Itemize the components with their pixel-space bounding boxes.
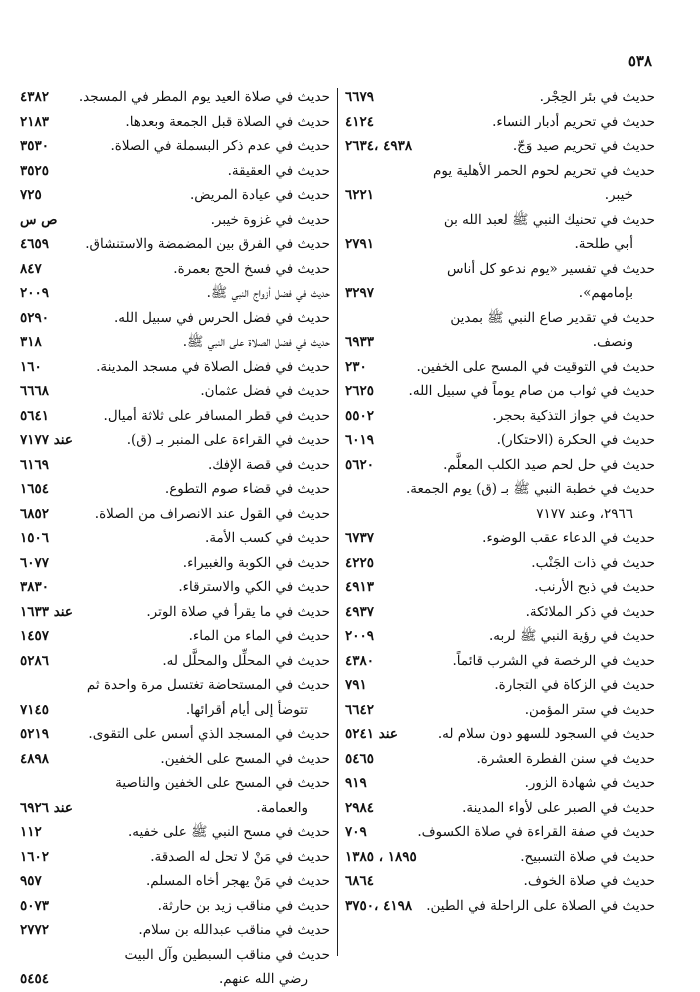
entry-continuation: بإمامهم». xyxy=(578,285,633,301)
index-entry xyxy=(345,257,655,306)
entry-number: ٥٢١٩ xyxy=(20,726,50,742)
entry-number: ٤٩١٣ xyxy=(345,579,375,595)
index-entry xyxy=(345,355,655,380)
index-entry xyxy=(345,698,655,723)
entry-number: ٣٢٩٧ xyxy=(345,285,375,301)
entry-number: ١٥٠٦ xyxy=(20,530,50,546)
index-entry xyxy=(20,306,330,331)
entry-title: حديث في السجود للسهو دون سلام له. xyxy=(437,726,655,742)
entry-title: حديث في المحلِّل والمحلَّل له. xyxy=(162,652,330,669)
index-entry xyxy=(20,918,330,943)
entry-title: حديث في تحريم أدبار النساء. xyxy=(492,113,655,130)
index-entry xyxy=(20,379,330,404)
entry-number: ٤٦٥٩ xyxy=(20,236,50,252)
index-entry xyxy=(345,453,655,478)
entry-number: ٤١٢٤ xyxy=(345,113,375,130)
entry-number: ٦٠٧٧ xyxy=(20,554,50,571)
entry-title: حديث في الدعاء عقب الوضوء. xyxy=(482,530,655,546)
index-entry xyxy=(345,820,655,845)
entry-title: حديث في الكي والاسترقاء. xyxy=(178,579,330,595)
entry-number: ٥٢٨٦ xyxy=(20,652,50,669)
index-entry xyxy=(20,453,330,478)
index-entry xyxy=(345,526,655,551)
entry-number: ٢٧٩١ xyxy=(345,236,375,252)
entry-continuation: والعمامة. xyxy=(256,799,308,816)
entry-number: ٦٠١٩ xyxy=(345,432,375,448)
entry-number: ٧١٤٥ xyxy=(20,701,50,718)
entry-number: ٧٠٩ xyxy=(345,824,367,840)
entry-number: ٥٠٧٣ xyxy=(20,897,50,914)
index-entry xyxy=(345,379,655,404)
entry-title: حديث في عيادة المريض. xyxy=(189,187,330,203)
entry-number: ٩١٩ xyxy=(345,775,367,791)
entry-title: حديث في ذبح الأرنب. xyxy=(534,579,655,595)
index-entry xyxy=(20,771,330,820)
entry-title: حديث في عدم ذكر البسملة في الصلاة. xyxy=(110,138,330,154)
entry-title: حديث في غزوة خيبر. xyxy=(210,211,330,228)
entry-title: حديث في شهادة الزور. xyxy=(524,775,655,791)
entry-title: حديث في الماء من الماء. xyxy=(188,628,330,644)
entry-number: ٣٨٣٠ xyxy=(20,579,50,595)
entry-continuation: رضي الله عنهم. xyxy=(218,971,308,987)
entry-title: حديث في التوقيت في المسح على الخفين. xyxy=(416,358,655,375)
index-entry xyxy=(345,551,655,576)
entry-number: ٥٥٠٢ xyxy=(345,407,375,424)
index-entry xyxy=(20,257,330,282)
column-divider xyxy=(337,88,338,956)
entry-number: عند ١٦٣٣ xyxy=(20,603,73,620)
entry-title: حديث في تحريم صيد وَجّ. xyxy=(512,138,655,154)
index-entry xyxy=(20,575,330,600)
index-entry xyxy=(20,281,330,306)
entry-title: حديث في قضاء صوم التطوع. xyxy=(164,481,330,497)
entry-number: عند ٦٩٢٦ xyxy=(20,799,73,816)
index-entry xyxy=(345,110,655,135)
entry-number: ٣١٨ xyxy=(20,334,42,350)
entry-number: عند ٧١٧٧ xyxy=(20,432,73,448)
entry-number: ٨٤٧ xyxy=(20,260,42,277)
entry-number: ٢٠٠٩ xyxy=(20,285,50,301)
index-entry xyxy=(20,673,330,722)
entry-title: حديث في حل لحم صيد الكلب المعلَّم. xyxy=(443,456,655,473)
entry-title: حديث في تحنيك النبي ﷺ لعبد الله بن xyxy=(443,211,655,228)
entry-number: ص س xyxy=(20,211,58,228)
entry-number: ٤٩٣٧ xyxy=(345,603,375,620)
entry-title: حديث في صلاة الخوف. xyxy=(523,873,655,889)
entry-number: ٧٢٥ xyxy=(20,187,42,203)
index-entry xyxy=(345,845,655,870)
right-column xyxy=(345,85,655,918)
entry-title: حديث في الصلاة قبل الجمعة وبعدها. xyxy=(125,113,330,130)
index-entry xyxy=(345,624,655,649)
entry-title: حديث في الكوبة والغبيراء. xyxy=(182,554,330,571)
entry-title: حديث في القراءة على المنبر بـ (ق). xyxy=(126,432,330,448)
index-entry xyxy=(20,747,330,772)
entry-number: ٦٧٣٧ xyxy=(345,530,375,546)
entry-title: حديث في قصة الإفك. xyxy=(208,456,330,473)
entry-number: ٢٩٨٤ xyxy=(345,799,375,816)
entry-title: حديث في ما يقرأ في صلاة الوتر. xyxy=(146,603,330,620)
entry-title: حديث في مناقب عبدالله بن سلام. xyxy=(138,922,330,938)
entry-title: حديث في المستحاضة تغتسل مرة واحدة ثم xyxy=(86,677,330,693)
entry-title: حديث في العقيقة. xyxy=(227,162,330,179)
index-entry xyxy=(20,159,330,184)
index-entry xyxy=(345,894,655,919)
index-entry xyxy=(20,722,330,747)
entry-number: ٦٢٢١ xyxy=(345,187,375,203)
index-entry xyxy=(20,477,330,502)
index-entry xyxy=(345,208,655,257)
entry-title: حديث في مَنْ يهجر أخاه المسلم. xyxy=(146,873,330,889)
entry-number: ٥٢٩٠ xyxy=(20,309,50,326)
index-entry xyxy=(20,428,330,453)
entry-number: ٦٩٣٣ xyxy=(345,334,375,350)
entry-number: ١١٢ xyxy=(20,824,42,840)
entry-title: حديث في المسجد الذي أسس على التقوى. xyxy=(88,726,330,742)
entry-continuation: تتوضأ إلى أيام أقرائها. xyxy=(185,701,308,718)
index-entry xyxy=(20,551,330,576)
entry-continuation: أبي طلحة. xyxy=(574,236,633,252)
entry-title: حديث في كسب الأمة. xyxy=(205,530,330,546)
index-entry xyxy=(345,477,655,526)
index-entry xyxy=(20,624,330,649)
index-entry xyxy=(345,869,655,894)
entry-number: ٥٦٤١ xyxy=(20,407,50,424)
entry-number: ٦٦٦٨ xyxy=(20,383,50,399)
entry-number: ١٦٥٤ xyxy=(20,481,50,497)
entry-number: ٩٥٧ xyxy=(20,873,42,889)
index-entry xyxy=(345,134,655,159)
index-entry xyxy=(20,183,330,208)
index-entry xyxy=(345,600,655,625)
entry-number: ٢٧٧٢ xyxy=(20,922,50,938)
entry-number: ٥٤٦٥ xyxy=(345,750,375,767)
index-entry xyxy=(20,404,330,429)
entry-title: حديث في تحريم لحوم الحمر الأهلية يوم xyxy=(433,162,655,179)
entry-number: ١٦٠ xyxy=(20,358,42,375)
index-entry xyxy=(345,771,655,796)
entry-number: ٤٩٣٨ ،٢٦٣٤ xyxy=(345,138,413,154)
entry-number: ٥٦٢٠ xyxy=(345,456,375,473)
entry-number: ٦٦٤٢ xyxy=(345,701,375,718)
index-entry xyxy=(20,869,330,894)
entry-title: حديث في القول عند الانصراف من الصلاة. xyxy=(94,505,330,522)
entry-title: حديث في صفة القراءة في صلاة الكسوف. xyxy=(417,824,655,840)
entry-title: حديث في قطر المسافر على ثلاثة أميال. xyxy=(103,407,330,424)
entry-title: حديث في فضل أزواج النبي ﷺ. xyxy=(206,285,330,301)
entry-title: حديث في ستر المؤمن. xyxy=(524,701,655,718)
entry-title: حديث في الصبر على لأواء المدينة. xyxy=(462,799,655,816)
index-entry xyxy=(345,747,655,772)
index-entry xyxy=(345,722,655,747)
entry-title: حديث في جواز التذكية بحجر. xyxy=(492,407,655,424)
index-entry xyxy=(20,110,330,135)
entry-title: حديث في تفسير «يوم ندعو كل أناس xyxy=(446,260,655,277)
entry-number: ١٨٩٥ ، ١٣٨٥ xyxy=(345,848,417,865)
entry-number: ٤٢٢٥ xyxy=(345,554,375,571)
entry-title: حديث في الفرق بين المضمضة والاستنشاق. xyxy=(85,236,330,252)
index-entry xyxy=(345,649,655,674)
index-entry xyxy=(345,796,655,821)
entry-title: حديث في المسح على الخفين والناصية xyxy=(115,775,330,791)
index-entry xyxy=(20,820,330,845)
index-entry xyxy=(345,673,655,698)
index-entry xyxy=(20,502,330,527)
entry-title: حديث في تقدير صاع النبي ﷺ بمدين xyxy=(450,309,655,326)
entry-title: حديث في ثواب من صام يوماً في سبيل الله. xyxy=(408,383,655,399)
entry-number: ١٦٠٢ xyxy=(20,848,50,865)
entry-number: ٤٣٨٠ xyxy=(345,652,375,669)
entry-title: حديث في الصلاة على الراحلة في الطين. xyxy=(426,897,655,914)
entry-title: حديث في مناقب زيد بن حارثة. xyxy=(157,897,330,914)
entry-title: حديث في فضل عثمان. xyxy=(200,383,330,399)
entry-title: حديث في رؤية النبي ﷺ لربه. xyxy=(488,628,655,644)
entry-title: حديث في صلاة العيد يوم المطر في المسجد. xyxy=(78,89,330,105)
entry-continuation: ونصف. xyxy=(592,334,633,350)
entry-number: ٣٥٢٥ xyxy=(20,162,50,179)
entry-number: ٦٦٧٩ xyxy=(345,89,375,105)
left-column xyxy=(20,85,330,992)
entry-number: ٢١٨٣ xyxy=(20,113,50,130)
entry-title: حديث في ذات الجَنْب. xyxy=(531,554,655,571)
entry-number: عند ٥٢٤١ xyxy=(345,726,398,742)
page-number: ٥٣٨ xyxy=(627,52,652,70)
entry-title: حديث في مسح النبي ﷺ على خفيه. xyxy=(127,824,330,840)
entry-title: حديث في الرخصة في الشرب قائماً. xyxy=(452,652,655,669)
entry-number: ٦٨٦٤ xyxy=(345,873,375,889)
entry-number: ١٤٥٧ xyxy=(20,628,50,644)
entry-title: حديث في خطبة النبي ﷺ بـ (ق) يوم الجمعة. xyxy=(405,481,655,497)
entry-title: حديث في فضل الصلاة في مسجد المدينة. xyxy=(96,358,330,375)
index-entry xyxy=(20,894,330,919)
entry-number: ٤٨٩٨ xyxy=(20,750,50,767)
entry-number: ٤١٩٨ ،٣٧٥٠ xyxy=(345,897,413,914)
entry-title: حديث في مناقب السبطين وآل البيت xyxy=(124,946,330,963)
index-entry xyxy=(20,134,330,159)
index-entry xyxy=(20,355,330,380)
entry-number: ٦١٦٩ xyxy=(20,456,50,473)
entry-title: حديث في سنن الفطرة العشرة. xyxy=(476,750,655,767)
index-entry xyxy=(20,208,330,233)
index-entry xyxy=(345,85,655,110)
entry-title: حديث في صلاة التسبيح. xyxy=(520,848,655,865)
entry-number: ٧٩١ xyxy=(345,677,367,693)
index-entry xyxy=(345,428,655,453)
entry-number: ٣٥٣٠ xyxy=(20,138,50,154)
index-entry xyxy=(20,232,330,257)
index-entry xyxy=(20,600,330,625)
entry-title: حديث في فضل الحرس في سبيل الله. xyxy=(113,309,330,326)
entry-number: ٢٣٠ xyxy=(345,358,367,375)
index-entry xyxy=(345,159,655,208)
index-entry xyxy=(20,330,330,355)
entry-title: حديث في فسخ الحج بعمرة. xyxy=(173,260,330,277)
entry-title: حديث في فضل الصلاة على النبي ﷺ. xyxy=(182,334,330,350)
entry-number: ٥٤٥٤ xyxy=(20,971,50,987)
entry-number: ٤٣٨٢ xyxy=(20,89,50,105)
entry-title: حديث في مَنْ لا تحل له الصدقة. xyxy=(150,848,330,865)
index-entry xyxy=(20,943,330,992)
entry-title: حديث في بئر الحِجْر. xyxy=(539,89,655,105)
index-entry xyxy=(345,306,655,355)
entry-number: ٢٦٢٥ xyxy=(345,383,375,399)
index-entry xyxy=(20,845,330,870)
index-entry xyxy=(345,404,655,429)
index-entry xyxy=(345,575,655,600)
entry-number: ٦٨٥٢ xyxy=(20,505,50,522)
index-entry xyxy=(20,85,330,110)
index-entry xyxy=(20,526,330,551)
entry-title: حديث في الحكرة (الاحتكار). xyxy=(496,432,655,448)
entry-continuation: خيبر. xyxy=(604,187,633,203)
entry-number: ٢٠٠٩ xyxy=(345,628,375,644)
entry-title: حديث في ذكر الملائكة. xyxy=(525,603,655,620)
entry-title: حديث في المسح على الخفين. xyxy=(160,750,330,767)
index-entry xyxy=(20,649,330,674)
entry-continuation: ٢٩٦٦، وعند ٧١٧٧ xyxy=(536,505,633,522)
entry-title: حديث في الزكاة في التجارة. xyxy=(494,677,655,693)
